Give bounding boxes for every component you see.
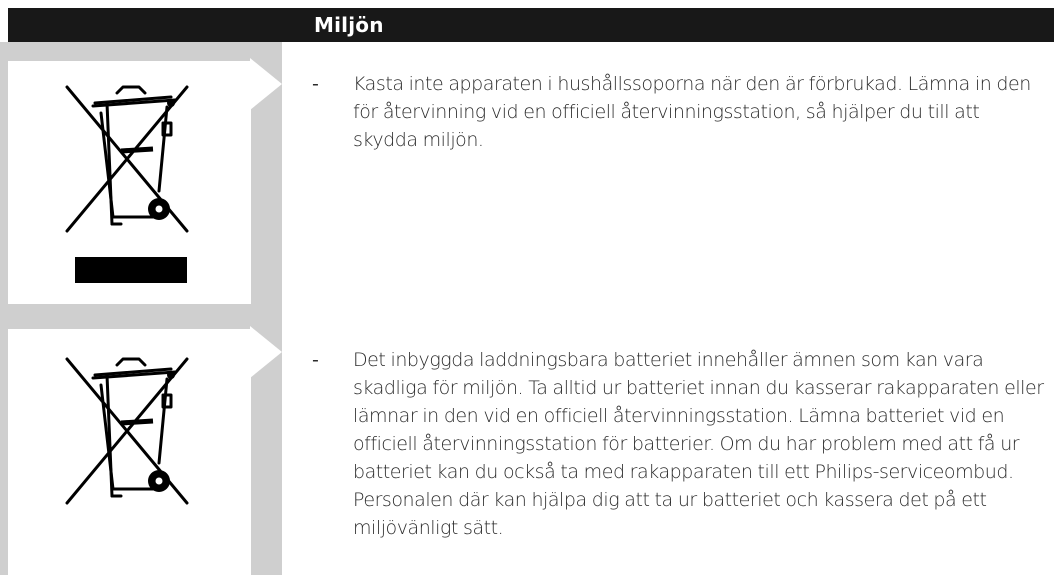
header-bar [8, 8, 1054, 42]
black-bar [75, 257, 187, 283]
crossed-out-wheelie-bin-icon [63, 79, 195, 239]
bullet-dash: - [312, 349, 319, 371]
crossed-out-wheelie-bin-icon [63, 351, 195, 511]
paragraph-battery: Det inbyggda laddningsbara batteriet innehåller ämnen som kan vara skadliga för miljön. Ta alltid ur batteriet innan du kasserar rakapparaten eller lämnar in den vid en officiell återvinningsstation. Lämna batteriet vid en officiell återvinningsstation för batterier. Om du har problem med att få ur batteriet kan du också ta med rakapparaten till ett Philips-serviceombud. Personalen där kan hjälpa dig att ta ur batteriet och kassera det på ett miljövänligt sätt. [353, 349, 1044, 539]
icon-panel-1 [8, 61, 251, 304]
page-title: Miljön [314, 13, 384, 37]
bullet-dash: - [312, 73, 319, 95]
paragraph-disposal: Kasta inte apparaten i hushållssoporna när den är förbrukad. Lämna in den för återvinning vid en officiell återvinningsstation, så hjälper du till att skydda miljön. [353, 73, 1031, 151]
pointer-arrow [250, 58, 282, 110]
icon-panel-2 [8, 329, 251, 575]
pointer-arrow [250, 326, 282, 378]
